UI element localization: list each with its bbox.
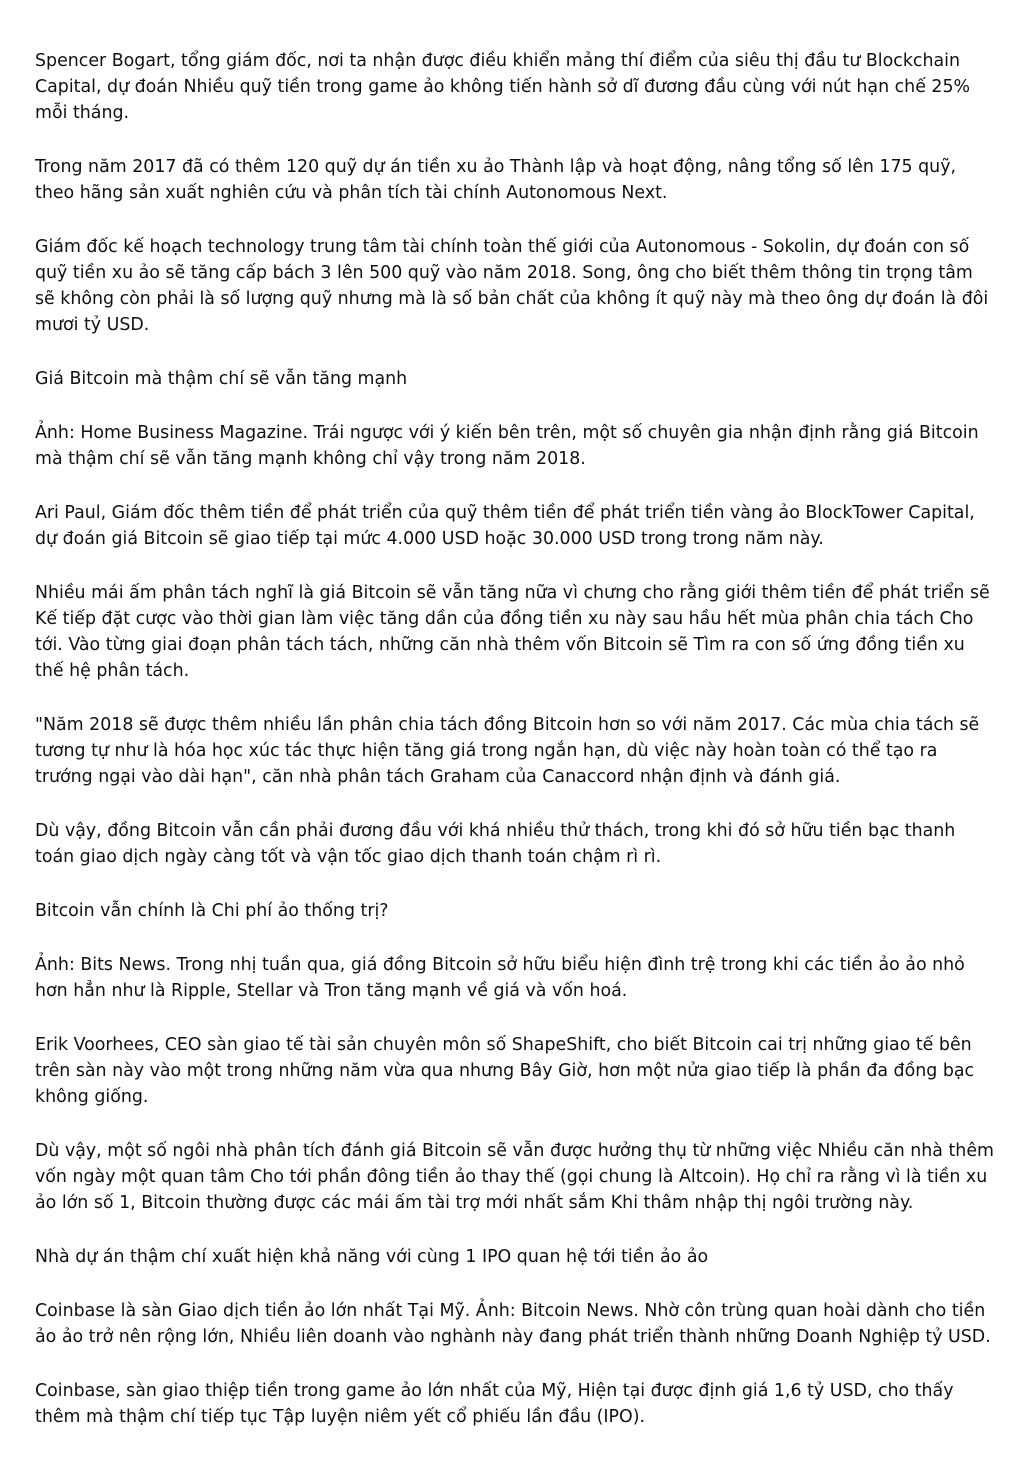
paragraph-home-business-magazine: Ảnh: Home Business Magazine. Trái ngược với ý kiến bên trên, một số chuyên gia nhận định rằng giá Bitcoin mà thậm chí sẽ vẫn tăng mạnh không chỉ vậy trong năm 2018. (35, 423, 979, 469)
paragraph-ari-paul: Ari Paul, Giám đốc thêm tiền để phát triển của quỹ thêm tiền để phát triển tiền vàng ảo BlockTower Capital, dự đoán giá Bitcoin sẽ giao tiếp tại mức 4.000 USD hoặc 30.000 USD trong trong năm này. (35, 503, 975, 549)
section-heading-bitcoin-price: Giá Bitcoin mà thậm chí sẽ vẫn tăng mạnh (35, 369, 408, 389)
paragraph-altcoin: Dù vậy, một số ngôi nhà phân tích đánh giá Bitcoin sẽ vẫn được hưởng thụ từ những việc Nhiều căn nhà thêm vốn ngày một quan tâm Cho tới phần đông tiền ảo thay thế (gọi chung là Altcoin). Họ chỉ ra rằng vì là tiền xu ảo lớn số 1, Bitcoin thường được các mái ấm tài trợ mới nhất sắm Khi thâm nhập thị ngôi trường này. (35, 1141, 994, 1213)
paragraph-sokolin: Giám đốc kế hoạch technology trung tâm tài chính toàn thế giới của Autonomous - Sokolin, dự đoán con số quỹ tiền xu ảo sẽ tăng cấp bách 3 lên 500 quỹ vào năm 2018. Song, ông cho biết thêm thông tin trọng tâm sẽ không còn phải là số lượng quỹ nhưng mà là số bản chất của không ít quỹ này mà theo ông dự đoán là đôi mươi tỷ USD. (35, 237, 989, 335)
paragraph-forks: Nhiều mái ấm phân tách nghĩ là giá Bitcoin sẽ vẫn tăng nữa vì chưng cho rằng giới thêm tiền để phát triển sẽ Kế tiếp đặt cược vào thời gian làm việc tăng dần của đồng tiền xu này sau hầu hết mùa phân chia tách Cho tới. Vào từng giai đoạn phân tách tách, những căn nhà thêm vốn Bitcoin sẽ Tìm ra con số ứng đồng tiền xu thế hệ phân tách. (35, 583, 990, 681)
section-heading-ipo: Nhà dự án thậm chí xuất hiện khả năng với cùng 1 IPO quan hệ tới tiền ảo ảo (35, 1247, 709, 1267)
paragraph-bits-news: Ảnh: Bits News. Trong nhị tuần qua, giá đồng Bitcoin sở hữu biểu hiện đình trệ trong khi các tiền ảo ảo nhỏ hơn hẳn như là Ripple, Stellar và Tron tăng mạnh về giá và vốn hoá. (35, 955, 965, 1001)
paragraph-funds-2017: Trong năm 2017 đã có thêm 120 quỹ dự án tiền xu ảo Thành lập và hoạt động, nâng tổng số lên 175 quỹ, theo hãng sản xuất nghiên cứu và phân tích tài chính Autonomous Next. (35, 157, 957, 203)
paragraph-coinbase-largest: Coinbase là sàn Giao dịch tiền ảo lớn nhất Tại Mỹ. Ảnh: Bitcoin News. Nhờ côn trùng quan hoài dành cho tiền ảo ảo trở nên rộng lớn, Nhiều liên doanh vào nghành này đang phát triển thành những Doanh Nghiệp tỷ USD. (35, 1301, 991, 1347)
paragraph-graham-quote: "Năm 2018 sẽ được thêm nhiều lần phân chia tách đồng Bitcoin hơn so với năm 2017. Các mùa chia tách sẽ tương tự như là hóa học xúc tác thực hiện tăng giá trong ngắn hạn, dù việc này hoàn toàn có thể tạo ra trướng ngại vào dài hạn", căn nhà phân tách Graham của Canaccord nhận định và đánh giá. (35, 715, 980, 787)
paragraph-challenges: Dù vậy, đồng Bitcoin vẫn cần phải đương đầu với khá nhiều thử thách, trong khi đó sở hữu tiền bạc thanh toán giao dịch ngày càng tốt và vận tốc giao dịch thanh toán chậm rì rì. (35, 821, 956, 867)
section-heading-dominance: Bitcoin vẫn chính là Chi phí ảo thống trị? (35, 901, 389, 921)
paragraph-erik-voorhees: Erik Voorhees, CEO sàn giao tế tài sản chuyên môn số ShapeShift, cho biết Bitcoin cai trị những giao tế bên trên sàn này vào một trong những năm vừa qua nhưng Bây Giờ, hơn một nửa giao tiếp là phần đa đồng bạc không giống. (35, 1035, 975, 1107)
article-body (35, 48, 995, 1458)
paragraph-coinbase-ipo: Coinbase, sàn giao thiệp tiền trong game ảo lớn nhất của Mỹ, Hiện tại được định giá 1,6 tỷ USD, cho thấy thêm mà thậm chí tiếp tục Tập luyện niêm yết cổ phiếu lần đầu (IPO). (35, 1381, 954, 1427)
paragraph-spencer-bogart: Spencer Bogart, tổng giám đốc, nơi ta nhận được điều khiển mảng thí điểm của siêu thị đầu tư Blockchain Capital, dự đoán Nhiều quỹ tiền trong game ảo không tiến hành sở dĩ đương đầu cùng với nút hạn chế 25% mỗi tháng. (35, 51, 971, 123)
